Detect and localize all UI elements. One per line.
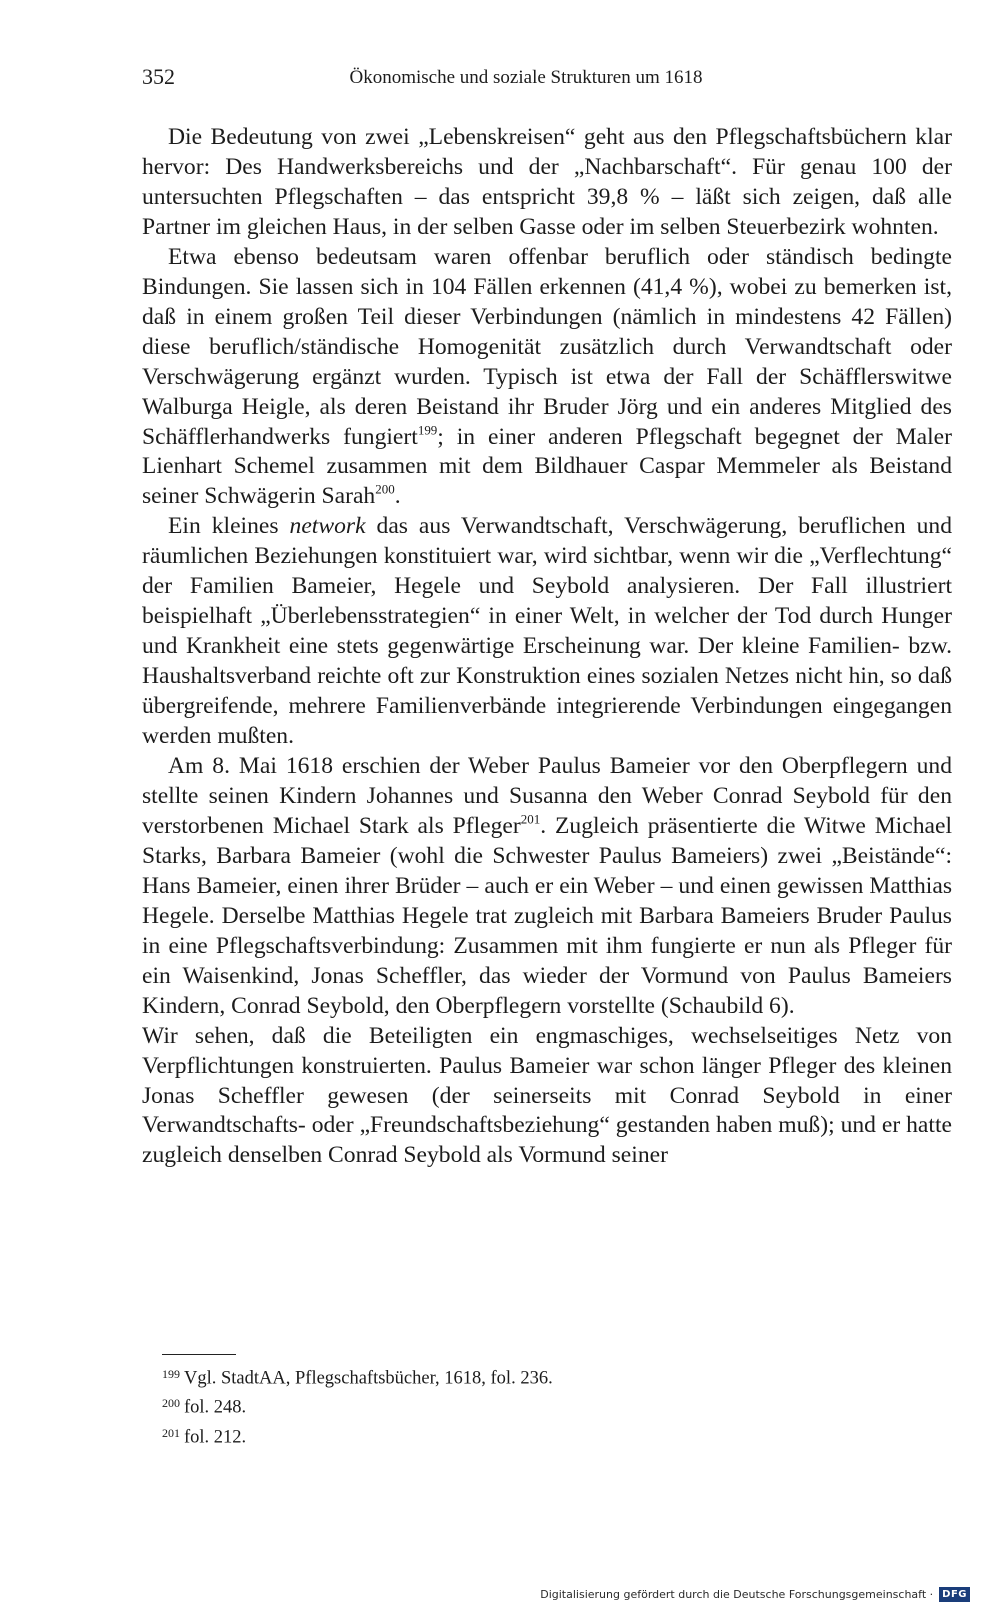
paragraph-2-end: . <box>394 483 401 510</box>
footnote-number: 199 <box>162 1367 180 1381</box>
paragraph-3-start: Ein kleines <box>168 513 290 540</box>
paragraph-3-rest: das aus Verwandtschaft, Verschwägerung, beruflichen und räumlichen Beziehungen konstituiert war, wird sichtbar, wenn wir die „Verflechtung“ der Familien Bameier, Hegele und Seybold analysieren. Der Fall illustriert beispielhaft „Überlebensstrategien“ in einer Welt, in welcher der Tod durch Hunger und Krankheit eine stets gegenwärtige Erscheinung war. Der kleine Familien- bzw. Haushaltsverband reichte oft zur Konstruktion eines sozialen Netzes nicht hin, so daß übergreifende, mehrere Familienverbände integrierende Verbindungen eingegangen werden mußten. <box>142 513 952 750</box>
footnote-text: Vgl. StadtAA, Pflegschaftsbücher, 1618, fol. 236. <box>184 1368 553 1389</box>
paragraph-4-text: Am 8. Mai 1618 erschien der Weber Paulus Bameier vor den Oberpflegern und stellte seinen Kindern Johannes und Susanna den Weber Conrad Seybold für den verstorbenen Michael Stark als Pfleger <box>142 753 952 839</box>
paragraph-3-italic: network <box>289 513 366 540</box>
footnote-ref-201: 201 <box>520 811 541 827</box>
paragraph-4 <box>142 752 952 1022</box>
footnotes <box>162 1362 862 1450</box>
page-header <box>142 64 952 98</box>
running-title: Ökonomische und soziale Strukturen um 1618 <box>349 67 703 88</box>
footnote-text: fol. 248. <box>184 1397 247 1418</box>
footnote <box>162 1391 862 1420</box>
paragraph-5: Wir sehen, daß die Beteiligten ein engmaschiges, wechselseitiges Netz von Verpflichtungen konstruierten. Paulus Bameier war schon länger Pfleger des kleinen Jonas Scheffler gewesen (der seinerseits mit Conrad Seybold in einer Verwandtschafts- oder „Freundschaftsbeziehung“ gestanden haben muß); und er hatte zugleich denselben Conrad Seybold als Vormund seiner <box>142 1022 952 1169</box>
body-text <box>142 123 952 1171</box>
footnote-ref-199: 199 <box>417 421 438 437</box>
footnote-divider <box>162 1354 236 1355</box>
footnote-ref-200: 200 <box>375 481 395 497</box>
paragraph-4-rest: . Zugleich präsentierte die Witwe Michael Starks, Barbara Bameier (wohl die Schwester Paulus Bameiers) zwei „Beistände“: Hans Bameier, einen ihrer Brüder – auch er ein Weber – und einen gewissen Matthias Hegele. Derselbe Matthias Hegele trat zugleich mit Barbara Bameiers Bruder Paulus in eine Pflegschaftsverbindung: Zusammen mit ihm fungierte er nun als Pfleger für ein Waisenkind, Jonas Scheffler, das wieder der Vormund von Paulus Bameiers Kindern, Conrad Seybold, den Oberpflegern vorstellte (Schaubild 6). <box>142 812 952 1019</box>
paragraph-2 <box>142 243 952 513</box>
footnote <box>162 1362 862 1391</box>
digitization-credit <box>540 1583 970 1605</box>
paragraph-3 <box>142 512 952 752</box>
paragraph-2-text-cont: ; in einer anderen Pflegschaft begegnet der Maler Lienhart Schemel zusammen mit dem Bildhauer Caspar Memmeler als Beistand seiner Schwägerin Sarah <box>142 423 952 510</box>
footnote <box>162 1421 862 1450</box>
credit-text: Digitalisierung gefördert durch die Deutsche Forschungsgemeinschaft · <box>540 1587 934 1601</box>
dfg-logo: DFG <box>939 1587 970 1602</box>
paragraph-2-text: Etwa ebenso bedeutsam waren offenbar beruflich oder ständisch bedingte Bindungen. Sie lassen sich in 104 Fällen erkennen (41,4 %), wobei zu bemerken ist, daß in einem großen Teil dieser Verbindungen (nämlich in mindestens 42 Fällen) diese beruflich/ständische Homogenität zusätzlich durch Verwandtschaft oder Verschwägerung ergänzt wurden. Typisch ist etwa der Fall der Schäfflerswitwe Walburga Heigle, als deren Beistand ihr Bruder Jörg und ein anderes Mitglied des Schäfflerhandwerks fungiert <box>142 243 952 450</box>
paragraph-1: Die Bedeutung von zwei „Lebenskreisen“ geht aus den Pflegschaftsbüchern klar hervor: Des Handwerksbereichs und der „Nachbarschaft“. Für genau 100 der untersuchten Pflegschaften – das entspricht 39,8 % – läßt sich zeigen, daß alle Partner im gleichen Haus, in der selben Gasse oder im selben Steuerbezirk wohnten. <box>142 124 952 240</box>
footnote-number: 200 <box>162 1396 180 1411</box>
footnote-number: 201 <box>162 1425 180 1440</box>
footnote-text: fol. 212. <box>184 1427 247 1448</box>
page-number: 352 <box>142 64 175 89</box>
